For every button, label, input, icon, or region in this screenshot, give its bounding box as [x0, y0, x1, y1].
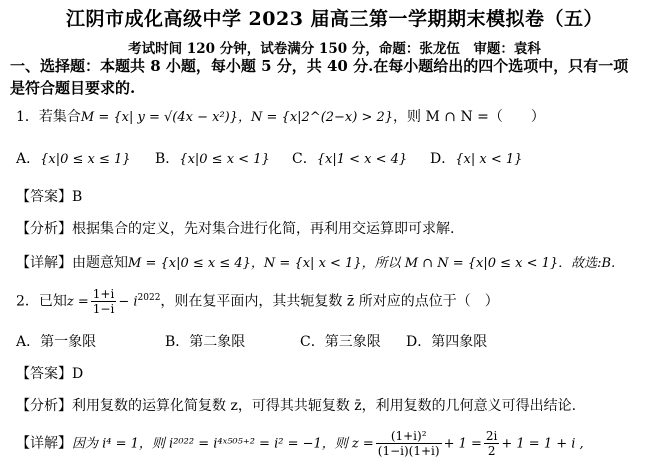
- option-label: B．: [155, 151, 180, 167]
- q1-detail: [16, 252, 615, 272]
- detail-math: M = {x|0 ≤ x ≤ 4}: [128, 256, 251, 271]
- option-text: 第四象限: [431, 334, 488, 350]
- q1-analysis: [16, 218, 454, 238]
- option-text: 第二象限: [189, 334, 246, 350]
- q1-option-c: [292, 148, 407, 168]
- fraction-denominator: 1−i: [92, 302, 115, 316]
- q2-number: 2．已知: [16, 293, 67, 310]
- option-text: {x|0 ≤ x ≤ 1}: [40, 152, 131, 167]
- exam-info: 考试时间 120 分钟，试卷满分 150 分，命题：张龙伍 审题：袁科: [128, 41, 541, 57]
- fraction-denominator: 2: [487, 444, 496, 458]
- fraction-denominator: (1−i)(1+i): [377, 444, 440, 458]
- option-text: 第一象限: [40, 334, 97, 350]
- answer-label: 【答案】: [16, 366, 72, 382]
- q2-answer: [16, 363, 83, 383]
- q1-set-m: M = {x| y = √(4x − x²)}: [80, 110, 239, 125]
- option-label: B．: [165, 334, 190, 350]
- analysis-text: 根据集合的定义，先对集合进行化简，再利用交运算即可求解.: [72, 221, 455, 237]
- q2-option-b: [165, 331, 245, 351]
- question-1: [16, 106, 545, 126]
- q2-option-a: [16, 331, 96, 351]
- q2-exponent: 2022: [137, 292, 161, 303]
- detail-fraction: [376, 429, 442, 458]
- section-heading-line2: 是符合题目要求的.: [10, 79, 136, 97]
- detail-label: 【详解】: [16, 435, 72, 452]
- q2-option-c: [300, 331, 381, 351]
- fraction-numerator: 2i: [485, 429, 498, 443]
- q2-ask: ，则在复平面内，其共轭复数 z̄ 所对应的点位于（ ）: [160, 293, 499, 310]
- answer-value: B: [72, 189, 83, 205]
- detail-label: 【详解】: [16, 255, 72, 271]
- q1-ask: ，则 M ∩ N =（ ）: [393, 109, 545, 125]
- fraction-numerator: (1+i)²: [376, 429, 442, 444]
- analysis-text: 利用复数的运算化简复数 z，可得其共轭复数 z̄，利用复数的几何意义可得出结论.: [72, 398, 577, 414]
- analysis-label: 【分析】: [16, 221, 72, 237]
- section-heading-line1: 一、选择题：本题共 8 小题，每小题 5 分，共 40 分.在每小题给出的四个选项中，只有一项: [10, 57, 629, 75]
- q2-analysis: [16, 395, 576, 415]
- option-label: A．: [16, 334, 41, 350]
- analysis-label: 【分析】: [16, 398, 72, 414]
- q1-option-a: [16, 148, 131, 168]
- page-title: 江阴市成化高级中学 2023 届高三第一学期期末模拟卷（五）: [65, 8, 604, 30]
- option-label: D．: [406, 334, 432, 350]
- option-label: D．: [430, 151, 456, 167]
- option-label: A．: [16, 151, 41, 167]
- detail-math: + 1 = 1 + i ,: [501, 436, 584, 452]
- fraction-numerator: 1+i: [92, 287, 115, 301]
- q2-option-d: [406, 331, 487, 351]
- detail-math: 因为 i⁴ = 1，则 i²⁰²² = i⁴ˣ⁵⁰⁵⁺² = i² = −1，则 z =: [72, 436, 374, 452]
- q1-set-n: ，N = {x|2^(2−x) > 2}: [238, 110, 394, 125]
- detail-math: ，N = {x| x < 1}，所以 M ∩ N = {x|0 ≤ x < 1}．故选:B.: [250, 256, 616, 271]
- detail-fraction-2: [484, 429, 499, 458]
- question-2: [16, 287, 499, 316]
- option-text: {x|0 ≤ x < 1}: [179, 152, 270, 167]
- q2-tail: − i: [118, 294, 138, 310]
- option-text: 第三象限: [324, 334, 381, 350]
- option-label: C．: [292, 151, 317, 167]
- q1-answer: [16, 186, 82, 206]
- detail-math: + 1 =: [443, 436, 482, 452]
- q1-option-d: [430, 148, 522, 168]
- answer-value: D: [72, 366, 84, 382]
- q2-z: z =: [66, 294, 89, 310]
- option-text: {x| x < 1}: [455, 152, 523, 167]
- q1-option-b: [155, 148, 270, 168]
- option-label: C．: [300, 334, 325, 350]
- option-text: {x|1 < x < 4}: [316, 152, 408, 167]
- q1-number: 1．若集合: [16, 109, 81, 125]
- answer-label: 【答案】: [16, 189, 72, 205]
- detail-text: 由题意知: [72, 255, 128, 271]
- q2-detail: [16, 429, 584, 458]
- q2-fraction: [91, 287, 117, 316]
